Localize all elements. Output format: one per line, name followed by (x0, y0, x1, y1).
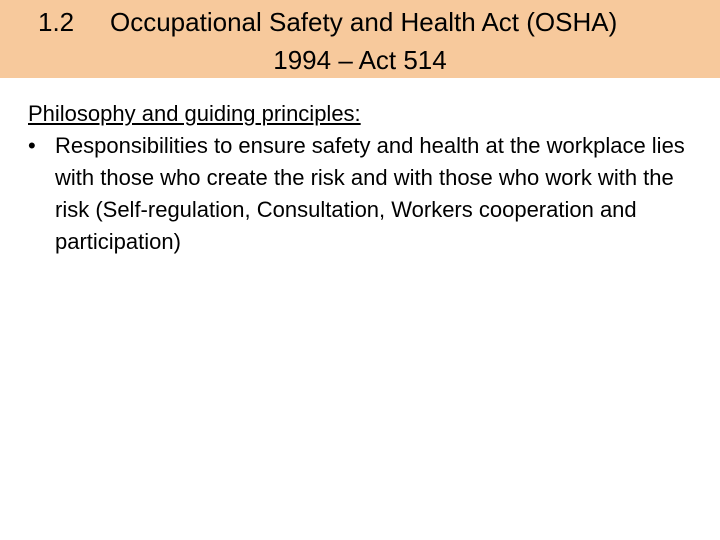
content-area (28, 98, 698, 258)
bullet-icon: • (28, 133, 36, 158)
section-heading: Philosophy and guiding principles: (28, 101, 361, 126)
title-subline: 1994 – Act 514 (273, 45, 447, 75)
title-text: Occupational Safety and Health Act (OSHA) (110, 7, 618, 37)
bullet-list (28, 130, 698, 258)
title-band (0, 0, 720, 78)
slide-title (38, 6, 698, 38)
bullet-text: Responsibilities to ensure safety and health at the workplace lies with those who create the risk and with those who work with the risk (Self-regulation, Consultation, Workers cooperation and participation) (55, 133, 685, 254)
section-number: 1.2 (38, 7, 75, 37)
bullet-item (28, 130, 698, 258)
